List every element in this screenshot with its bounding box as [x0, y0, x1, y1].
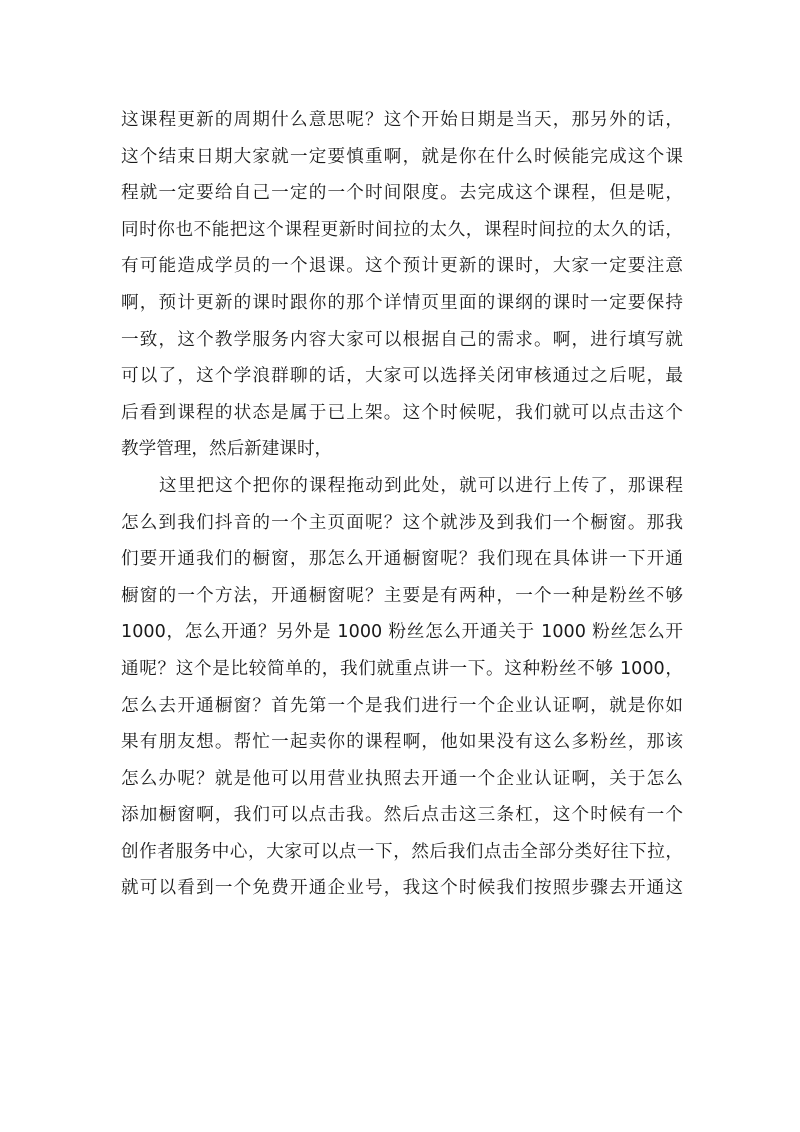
- text-line: 橱窗的一个方法，开通橱窗呢？主要是有两种，一个一种是粉丝不够: [121, 585, 683, 606]
- text-line: 啊，预计更新的课时跟你的那个详情页里面的课纲的课时一定要保持: [121, 292, 683, 313]
- text-line: 这课程更新的周期什么意思呢？这个开始日期是当天，那另外的话，: [121, 110, 683, 130]
- text-line: 后看到课程的状态是属于已上架。这个时候呢，我们就可以点击这个: [121, 402, 683, 423]
- text-line: 有可能造成学员的一个退课。这个预计更新的课时，大家一定要注意: [121, 256, 683, 277]
- text-line: 通呢？这个是比较简单的，我们就重点讲一下。这种粉丝不够 1000，: [121, 658, 683, 679]
- text-line: 这个结束日期大家就一定要慎重啊，就是你在什么时候能完成这个课: [121, 146, 683, 167]
- text-line: 怎么到我们抖音的一个主页面呢？这个就涉及到我们一个橱窗。那我: [121, 512, 683, 533]
- text-line: 怎么去开通橱窗？首先第一个是我们进行一个企业认证啊，就是你如: [121, 695, 683, 716]
- document-body: [121, 102, 683, 907]
- text-line: 添加橱窗啊，我们可以点击我。然后点击这三条杠，这个时候有一个: [121, 805, 683, 826]
- text-line: 创作者服务中心，大家可以点一下，然后我们点击全部分类好往下拉，: [121, 841, 683, 862]
- text-line: 可以了，这个学浪群聊的话，大家可以选择关闭审核通过之后呢，最: [121, 366, 683, 387]
- paragraph-2: [121, 468, 683, 907]
- text-line: 教学管理，然后新建课时，: [121, 439, 333, 460]
- text-line: 就可以看到一个免费开通企业号，我这个时候我们按照步骤去开通这: [121, 878, 683, 899]
- text-line: 们要开通我们的橱窗，那怎么开通橱窗呢？我们现在具体讲一下开通: [121, 549, 683, 570]
- text-line: 1000，怎么开通？另外是 1000 粉丝怎么开通关于 1000 粉丝怎么开: [121, 622, 683, 643]
- text-line: 怎么办呢？就是他可以用营业执照去开通一个企业认证啊，关于怎么: [121, 768, 683, 789]
- paragraph-1: [121, 102, 683, 468]
- text-line: 程就一定要给自己一定的一个时间限度。去完成这个课程，但是呢，: [121, 183, 683, 204]
- text-line: 一致，这个教学服务内容大家可以根据自己的需求。啊，进行填写就: [121, 329, 683, 350]
- text-line: 果有朋友想。帮忙一起卖你的课程啊，他如果没有这么多粉丝，那该: [121, 732, 683, 753]
- text-line: 同时你也不能把这个课程更新时间拉的太久，课程时间拉的太久的话，: [121, 219, 683, 240]
- text-line: 这里把这个把你的课程拖动到此处，就可以进行上传了，那课程: [159, 475, 683, 496]
